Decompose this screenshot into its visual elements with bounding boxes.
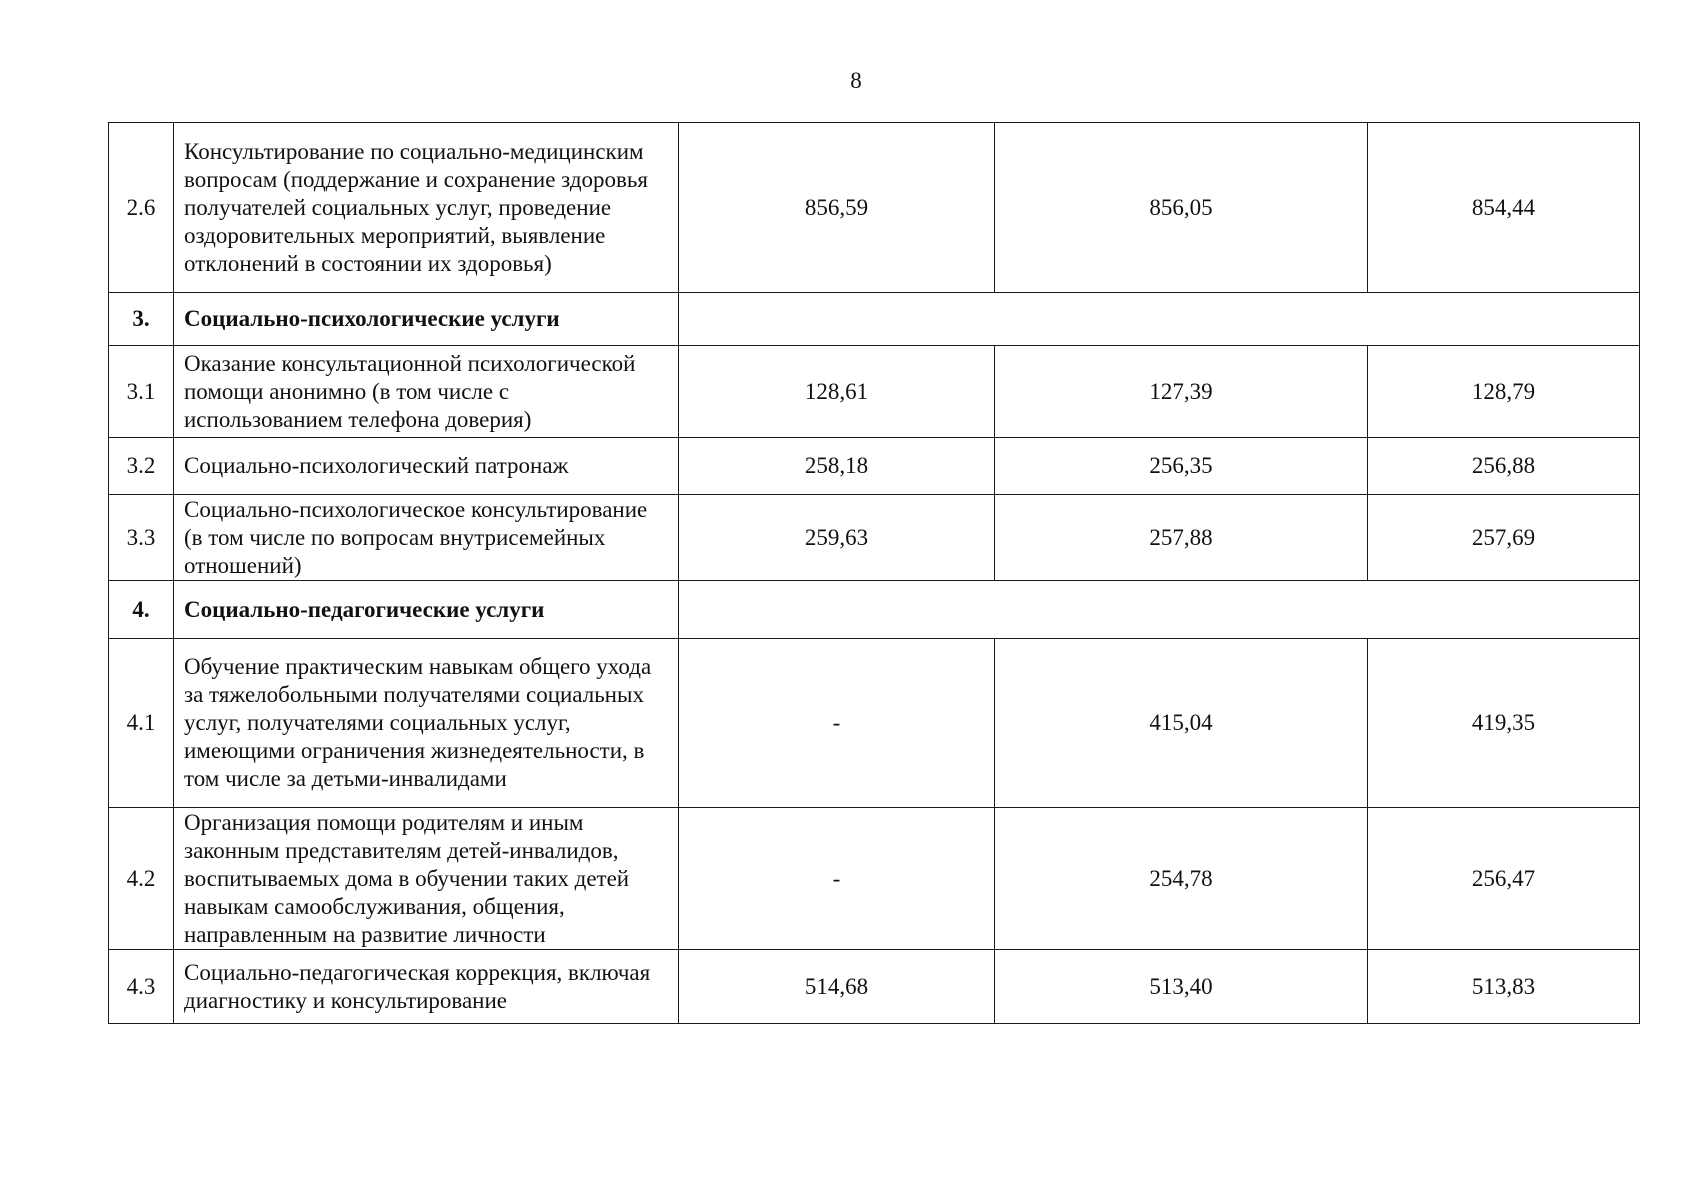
row-number: 3.3 [109,495,174,581]
tariff-value: 514,68 [679,950,995,1024]
services-tariff-table [108,122,1640,1024]
service-name: Социально-психологический патронаж [174,438,679,495]
service-name: Социально-педагогическая коррекция, включая диагностику и консультирование [174,950,679,1024]
tariff-value: 256,88 [1368,438,1640,495]
service-name: Организация помощи родителям и иным законным представителям детей-инвалидов, воспитываемых дома в обучении таких детей навыкам самообслуживания, общения, направленным на развитие личности [174,808,679,950]
section-title: Социально-психологические услуги [174,293,679,346]
row-number: 3.1 [109,346,174,438]
row-number: 4.1 [109,639,174,808]
tariff-value: 258,18 [679,438,995,495]
tariff-value: 856,59 [679,123,995,293]
section-title: Социально-педагогические услуги [174,581,679,639]
tariff-value: 256,47 [1368,808,1640,950]
tariff-value: 419,35 [1368,639,1640,808]
row-number: 2.6 [109,123,174,293]
tariff-value: - [679,639,995,808]
service-name: Обучение практическим навыкам общего ухода за тяжелобольными получателями социальных услуг, получателями социальных услуг, имеющими ограничения жизнедеятельности, в том числе за детьми-инвалидами [174,639,679,808]
row-number: 4.3 [109,950,174,1024]
section-row [109,581,1640,639]
section-number: 3. [109,293,174,346]
tariff-value: - [679,808,995,950]
service-name: Консультирование по социально-медицинским вопросам (поддержание и сохранение здоровья получателей социальных услуг, проведение оздоровительных мероприятий, выявление отклонений в состоянии их здоровья) [174,123,679,293]
table-row [109,808,1640,950]
tariff-value: 257,88 [995,495,1368,581]
table-row [109,346,1640,438]
page-number: 8 [850,68,862,93]
tariff-value: 856,05 [995,123,1368,293]
tariff-value: 128,61 [679,346,995,438]
row-number: 4.2 [109,808,174,950]
table-row [109,495,1640,581]
tariff-value: 513,83 [1368,950,1640,1024]
section-empty-cell [679,293,1640,346]
table-row [109,639,1640,808]
table-row [109,438,1640,495]
table-row [109,950,1640,1024]
tariff-value: 256,35 [995,438,1368,495]
row-number: 3.2 [109,438,174,495]
section-row [109,293,1640,346]
tariff-value: 513,40 [995,950,1368,1024]
tariff-value: 259,63 [679,495,995,581]
section-number: 4. [109,581,174,639]
service-name: Оказание консультационной психологической помощи анонимно (в том числе с использованием телефона доверия) [174,346,679,438]
tariff-value: 254,78 [995,808,1368,950]
tariff-value: 128,79 [1368,346,1640,438]
tariff-value: 415,04 [995,639,1368,808]
tariff-value: 854,44 [1368,123,1640,293]
tariff-value: 257,69 [1368,495,1640,581]
service-name: Социально-психологическое консультирование (в том числе по вопросам внутрисемейных отношений) [174,495,679,581]
section-empty-cell [679,581,1640,639]
table-row [109,123,1640,293]
tariff-value: 127,39 [995,346,1368,438]
